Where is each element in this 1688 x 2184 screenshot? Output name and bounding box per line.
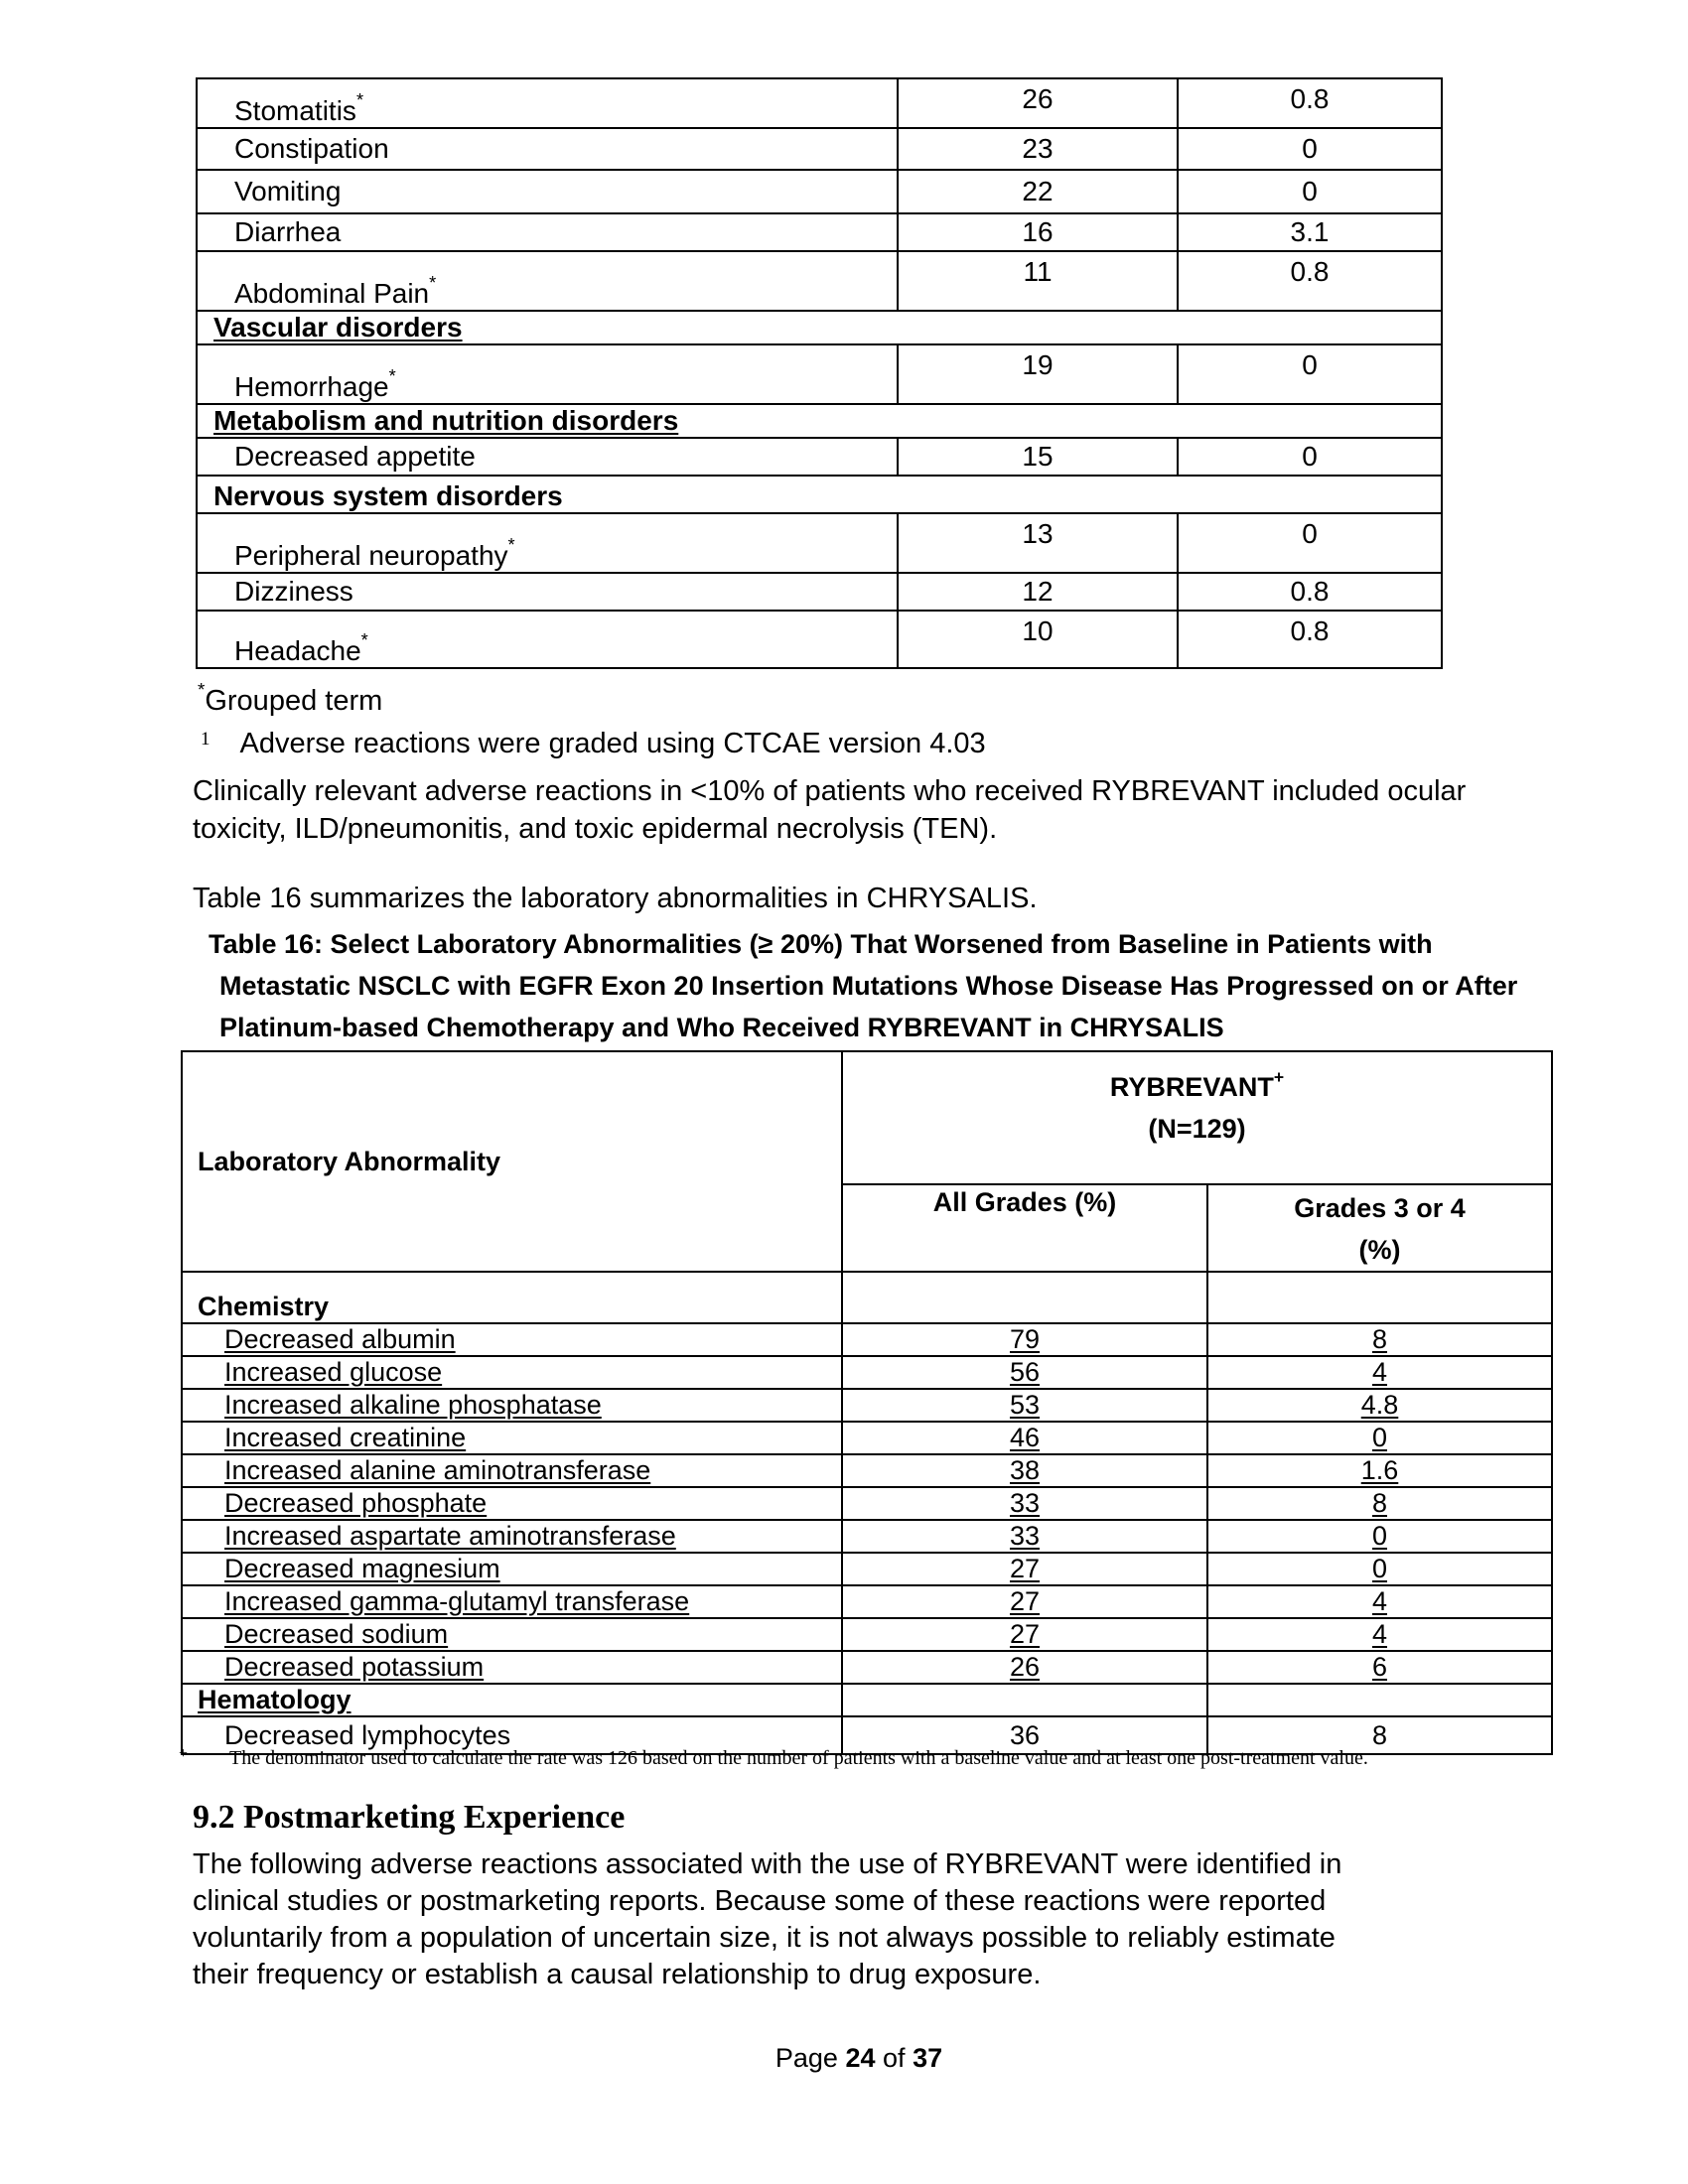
table16-intro: Table 16 summarizes the laboratory abnormalities in CHRYSALIS. bbox=[193, 883, 1038, 914]
table-row bbox=[182, 1553, 1552, 1585]
category-row bbox=[197, 404, 1442, 438]
lab-name: Increased alanine aminotransferase bbox=[182, 1454, 842, 1487]
table-row bbox=[197, 78, 1442, 128]
all-grades-value: 38 bbox=[842, 1454, 1207, 1487]
table-row bbox=[197, 344, 1442, 404]
footnote-ctcae: $^1$ Adverse reactions were graded using CTCAE version 4.03 bbox=[201, 728, 986, 759]
category-label: Vascular disorders bbox=[197, 311, 1442, 344]
adverse-reactions-body bbox=[197, 78, 1442, 668]
clinically-relevant-paragraph: Clinically relevant adverse reactions in <10% of patients who received RYBREVANT included ocular toxicity, ILD/pneumonitis, and toxic epidermal necrolysis (TEN). bbox=[193, 775, 1467, 845]
reaction-name: Headache* bbox=[197, 611, 898, 668]
all-grades-value: 27 bbox=[842, 1585, 1207, 1618]
table-row bbox=[182, 1323, 1552, 1356]
grades-3-4-value: 8 bbox=[1207, 1716, 1552, 1754]
table-row bbox=[182, 1651, 1552, 1684]
all-grades-value: 53 bbox=[842, 1389, 1207, 1422]
lab-name: Decreased phosphate bbox=[182, 1487, 842, 1520]
table-row bbox=[197, 170, 1442, 213]
table-row bbox=[197, 513, 1442, 573]
grades-3-4-value: 0.8 bbox=[1178, 78, 1442, 128]
empty-cell bbox=[1207, 1272, 1552, 1323]
all-grades-value: 22 bbox=[898, 170, 1178, 213]
reaction-name: Stomatitis* bbox=[197, 78, 898, 128]
all-grades-value: 19 bbox=[898, 344, 1178, 404]
table-row bbox=[197, 213, 1442, 251]
all-grades-value: 26 bbox=[842, 1651, 1207, 1684]
lab-name: Increased creatinine bbox=[182, 1422, 842, 1454]
header-drug: RYBREVANT+ (N=129) bbox=[842, 1051, 1552, 1184]
section-body: The following adverse reactions associated with the use of RYBREVANT were identified in clinical studies or postmarketing reports. Because some of these reactions were reported voluntarily from a population of uncertain size, it is not always possible to reliably estimate their frequency or establish a causal relationship to drug exposure. bbox=[193, 1848, 1342, 1990]
grades-3-4-value: 0.8 bbox=[1178, 611, 1442, 668]
reaction-name: Decreased appetite bbox=[197, 438, 898, 476]
grades-3-4-value: 0.8 bbox=[1178, 573, 1442, 611]
table-row bbox=[197, 251, 1442, 311]
grades-3-4-value: 4 bbox=[1207, 1585, 1552, 1618]
all-grades-value: 46 bbox=[842, 1422, 1207, 1454]
lab-name: Increased aspartate aminotransferase bbox=[182, 1520, 842, 1553]
grades-3-4-value: 0 bbox=[1178, 513, 1442, 573]
page-number: Page 24 of 37 bbox=[774, 2043, 943, 2073]
empty-cell bbox=[1207, 1684, 1552, 1716]
grades-3-4-value: 0 bbox=[1178, 344, 1442, 404]
table-row bbox=[197, 128, 1442, 170]
table-row bbox=[182, 1356, 1552, 1389]
all-grades-value: 33 bbox=[842, 1487, 1207, 1520]
reaction-name: Constipation bbox=[197, 128, 898, 170]
grades-3-4-value: 0 bbox=[1178, 170, 1442, 213]
all-grades-value: 33 bbox=[842, 1520, 1207, 1553]
grades-3-4-value: 0 bbox=[1178, 128, 1442, 170]
reaction-name: Hemorrhage* bbox=[197, 344, 898, 404]
grades-3-4-value: 0 bbox=[1207, 1520, 1552, 1553]
reaction-name: Vomiting bbox=[197, 170, 898, 213]
lab-name: Decreased potassium bbox=[182, 1651, 842, 1684]
all-grades-value: 13 bbox=[898, 513, 1178, 573]
all-grades-value: 36 bbox=[842, 1716, 1207, 1754]
category-label: Hematology bbox=[182, 1684, 842, 1716]
reaction-name: Dizziness bbox=[197, 573, 898, 611]
table-row bbox=[182, 1618, 1552, 1651]
grades-3-4-value: 0.8 bbox=[1178, 251, 1442, 311]
lab-name: Increased alkaline phosphatase bbox=[182, 1389, 842, 1422]
all-grades-value: 16 bbox=[898, 213, 1178, 251]
lab-abnormalities-body bbox=[182, 1272, 1552, 1754]
all-grades-value: 23 bbox=[898, 128, 1178, 170]
table16-caption-line3: Platinum-based Chemotherapy and Who Received RYBREVANT in CHRYSALIS bbox=[219, 1013, 1224, 1042]
footnote-grouped-term: *Grouped term bbox=[198, 678, 383, 717]
grades-3-4-value: 3.1 bbox=[1178, 213, 1442, 251]
category-row bbox=[197, 476, 1442, 513]
table-row bbox=[197, 573, 1442, 611]
all-grades-value: 12 bbox=[898, 573, 1178, 611]
category-label: Nervous system disorders bbox=[197, 476, 1442, 513]
lab-name: Increased glucose bbox=[182, 1356, 842, 1389]
table16-caption-line1: Table 16: Select Laboratory Abnormalities (≥ 20%) That Worsened from Baseline in Patients with bbox=[209, 929, 1433, 959]
all-grades-value: 15 bbox=[898, 438, 1178, 476]
table-row bbox=[182, 1389, 1552, 1422]
all-grades-value: 10 bbox=[898, 611, 1178, 668]
all-grades-value: 27 bbox=[842, 1618, 1207, 1651]
grades-3-4-value: 4.8 bbox=[1207, 1389, 1552, 1422]
empty-cell bbox=[842, 1684, 1207, 1716]
lab-name: Decreased albumin bbox=[182, 1323, 842, 1356]
grades-3-4-value: 0 bbox=[1178, 438, 1442, 476]
table-row bbox=[182, 1487, 1552, 1520]
lab-name: Increased gamma-glutamyl transferase bbox=[182, 1585, 842, 1618]
all-grades-value: 56 bbox=[842, 1356, 1207, 1389]
category-row bbox=[182, 1684, 1552, 1716]
lab-abnormalities-table bbox=[181, 1050, 1553, 1755]
grades-3-4-value: 6 bbox=[1207, 1651, 1552, 1684]
table-row bbox=[197, 611, 1442, 668]
reaction-name: Peripheral neuropathy* bbox=[197, 513, 898, 573]
grades-3-4-value: 8 bbox=[1207, 1487, 1552, 1520]
reaction-name: Abdominal Pain* bbox=[197, 251, 898, 311]
table-row bbox=[182, 1422, 1552, 1454]
table16-footnote: + The denominator used to calculate the rate was 126 based on the number of patients with a baseline value and at least one post-treatment value. bbox=[179, 1745, 1368, 1769]
all-grades-value: 26 bbox=[898, 78, 1178, 128]
section-heading: 9.2 Postmarketing Experience bbox=[193, 1799, 626, 1836]
table-row bbox=[182, 1585, 1552, 1618]
reaction-name: Diarrhea bbox=[197, 213, 898, 251]
category-row bbox=[197, 311, 1442, 344]
empty-cell bbox=[842, 1272, 1207, 1323]
adverse-reactions-table bbox=[196, 77, 1443, 669]
lab-name: Decreased magnesium bbox=[182, 1553, 842, 1585]
table-row bbox=[197, 438, 1442, 476]
header-all-grades: All Grades (%) bbox=[842, 1184, 1207, 1272]
all-grades-value: 27 bbox=[842, 1553, 1207, 1585]
table16-caption-line2: Metastatic NSCLC with EGFR Exon 20 Insertion Mutations Whose Disease Has Progressed on or After bbox=[219, 971, 1518, 1001]
grades-3-4-value: 1.6 bbox=[1207, 1454, 1552, 1487]
grades-3-4-value: 4 bbox=[1207, 1356, 1552, 1389]
all-grades-value: 79 bbox=[842, 1323, 1207, 1356]
grades-3-4-value: 4 bbox=[1207, 1618, 1552, 1651]
grades-3-4-value: 8 bbox=[1207, 1323, 1552, 1356]
table-row bbox=[182, 1520, 1552, 1553]
category-label: Chemistry bbox=[182, 1272, 842, 1323]
lab-name: Decreased lymphocytes bbox=[182, 1716, 842, 1754]
grades-3-4-value: 0 bbox=[1207, 1422, 1552, 1454]
all-grades-value: 11 bbox=[898, 251, 1178, 311]
header-grades-3-4: Grades 3 or 4 (%) bbox=[1207, 1184, 1552, 1272]
header-lab-abnormality: Laboratory Abnormality bbox=[182, 1051, 842, 1272]
lab-name: Decreased sodium bbox=[182, 1618, 842, 1651]
category-row bbox=[182, 1272, 1552, 1323]
category-label: Metabolism and nutrition disorders bbox=[197, 404, 1442, 438]
grades-3-4-value: 0 bbox=[1207, 1553, 1552, 1585]
table-row bbox=[182, 1454, 1552, 1487]
